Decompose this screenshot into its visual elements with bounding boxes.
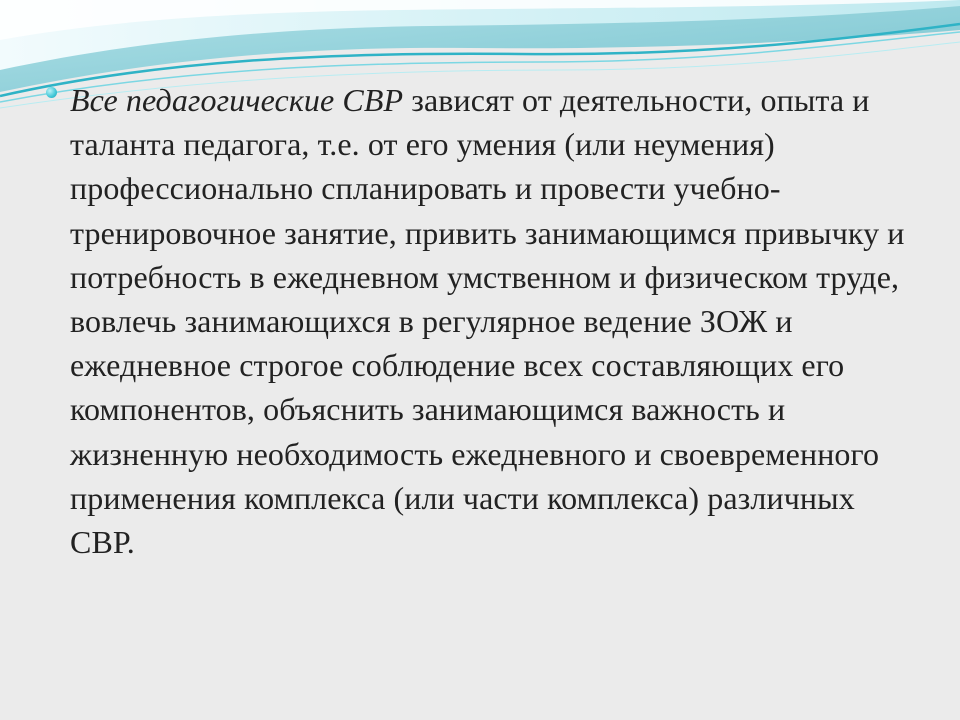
bullet-item — [46, 78, 926, 564]
content-area — [46, 78, 926, 564]
bullet-dot-icon — [46, 87, 57, 98]
bullet-text — [70, 78, 926, 564]
bullet-body: зависят от деятельности, опыта и таланта педагога, т.е. от его умения (или неумения) профессионально спланировать и провести учебно-тренировочное занятие, привить занимающимся привычку и потребность в ежедневном умственном и физическом труде, вовлечь занимающихся в регулярное ведение ЗОЖ и ежедневное строгое соблюдение всех составляющих его компонентов, объяснить занимающимся важность и жизненную необходимость ежедневного и своевременного применения комплекса (или части комплекса) различных СВР. — [70, 82, 905, 561]
bullet-lead-italic: Все педагогические СВР — [70, 82, 404, 118]
